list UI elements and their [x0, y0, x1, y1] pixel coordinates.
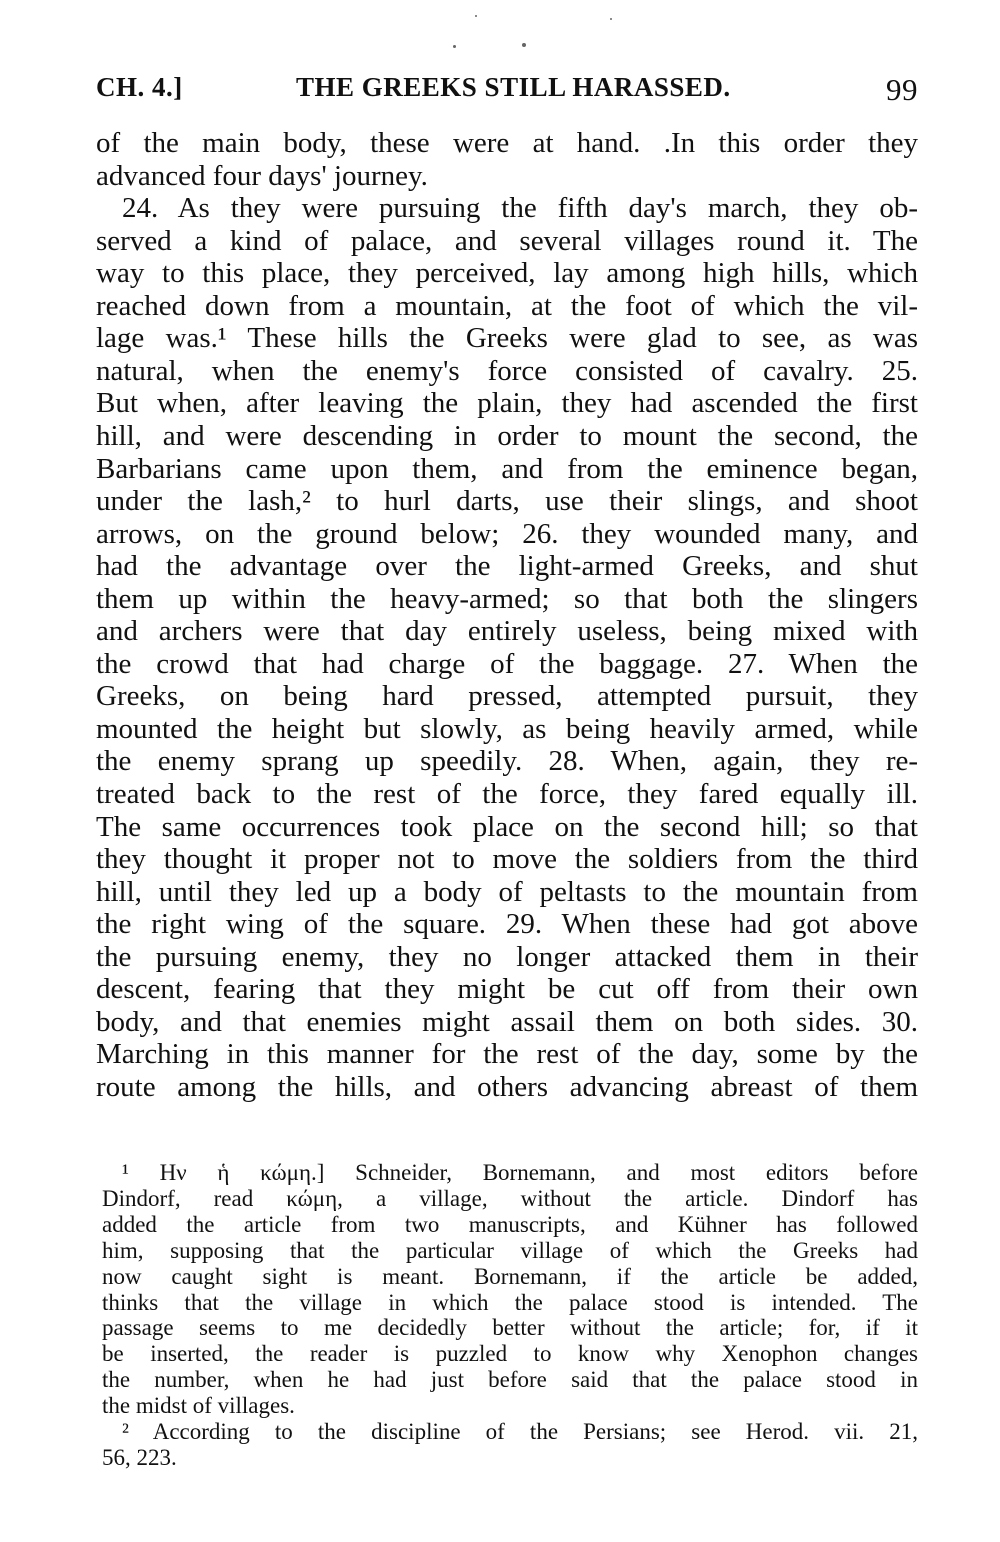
text-line: route among the hills, and others advancing abreast of them [96, 1071, 918, 1103]
speck-mark [453, 45, 456, 48]
text-line: hill, until they led up a body of peltasts to the mountain from [96, 876, 918, 908]
page-number: 99 [886, 72, 918, 107]
text-line: served a kind of palace, and several villages round it. The [96, 225, 918, 257]
text-line: natural, when the enemy's force consisted of cavalry. 25. [96, 355, 918, 387]
text-line: the enemy sprang up speedily. 28. When, again, they re- [96, 745, 918, 777]
text-line: body, and that enemies might assail them on both sides. 30. [96, 1006, 918, 1038]
scan-specks [300, 10, 700, 60]
text-line: descent, fearing that they might be cut off from their own [96, 973, 918, 1005]
footnote-line: now caught sight is meant. Bornemann, if the article be added, [102, 1264, 918, 1289]
text-line: reached down from a mountain, at the foot of which the vil- [96, 290, 918, 322]
footnote-line: him, supposing that the particular village of which the Greeks had [102, 1238, 918, 1263]
text-line: them up within the heavy-armed; so that both the slingers [96, 583, 918, 615]
footnote-line: ¹ Ην ἡ κώμη.] Schneider, Bornemann, and most editors before [122, 1160, 918, 1185]
footnote-line: passage seems to me decidedly better without the article; for, if it [102, 1315, 918, 1340]
speck-mark [522, 43, 526, 47]
text-line: the crowd that had charge of the baggage. 27. When the [96, 648, 918, 680]
text-line: and archers were that day entirely useless, being mixed with [96, 615, 918, 647]
running-header [96, 72, 918, 112]
footnote-line: the midst of villages. [102, 1393, 295, 1418]
text-line: The same occurrences took place on the second hill; so that [96, 811, 918, 843]
speck-mark [475, 15, 477, 17]
text-line: mounted the height but slowly, as being heavily armed, while [96, 713, 918, 745]
text-line: lage was.¹ These hills the Greeks were glad to see, as was [96, 322, 918, 354]
chapter-label: CH. 4.] [96, 72, 183, 102]
footnote-line: the number, when he had just before said that the palace stood in [102, 1367, 918, 1392]
text-line: hill, and were descending in order to mount the second, the [96, 420, 918, 452]
text-line: the pursuing enemy, they no longer attacked them in their [96, 941, 918, 973]
footnote-line: thinks that the village in which the palace stood is intended. The [102, 1290, 918, 1315]
footnote-line: be inserted, the reader is puzzled to know why Xenophon changes [102, 1341, 918, 1366]
footnote-line: Dindorf, read κώμη, a village, without the article. Dindorf has [102, 1186, 918, 1211]
text-line: arrows, on the ground below; 26. they wounded many, and [96, 518, 918, 550]
footnote-line: ² According to the discipline of the Persians; see Herod. vii. 21, [122, 1419, 918, 1444]
text-line: the right wing of the square. 29. When these had got above [96, 908, 918, 940]
text-line: of the main body, these were at hand. .In this order they [96, 127, 918, 159]
speck-mark [610, 18, 612, 20]
text-line: Marching in this manner for the rest of the day, some by the [96, 1038, 918, 1070]
text-line: Barbarians came upon them, and from the eminence began, [96, 453, 918, 485]
footnote-line: added the article from two manuscripts, and Kühner has followed [102, 1212, 918, 1237]
text-line: under the lash,² to hurl darts, use their slings, and shoot [96, 485, 918, 517]
text-line: Greeks, on being hard pressed, attempted pursuit, they [96, 680, 918, 712]
text-line: advanced four days' journey. [96, 160, 428, 192]
text-line: way to this place, they perceived, lay among high hills, which [96, 257, 918, 289]
footnote-line: 56, 223. [102, 1445, 177, 1470]
running-title: THE GREEKS STILL HARASSED. [296, 72, 731, 102]
text-line: treated back to the rest of the force, they fared equally ill. [96, 778, 918, 810]
text-line: But when, after leaving the plain, they had ascended the first [96, 387, 918, 419]
text-line: had the advantage over the light-armed Greeks, and shut [96, 550, 918, 582]
text-line: they thought it proper not to move the soldiers from the third [96, 843, 918, 875]
text-line: 24. As they were pursuing the fifth day's march, they ob- [122, 192, 918, 224]
